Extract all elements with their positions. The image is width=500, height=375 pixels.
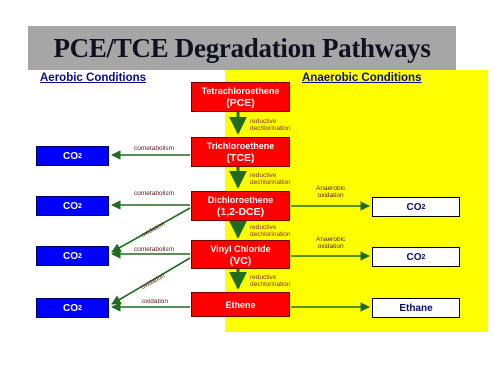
co2-box-tce: CO 2 bbox=[36, 146, 109, 166]
cometabolism-label-1: cometabolism bbox=[134, 145, 175, 152]
co2-box-ethene: CO 2 bbox=[36, 298, 109, 318]
pce-abbrev: (PCE) bbox=[226, 97, 255, 109]
pce-box bbox=[191, 82, 290, 112]
oxidation-label-2: oxidation bbox=[140, 272, 167, 292]
vc-box bbox=[191, 240, 290, 269]
co2-anaerobic-box-1: CO 2 bbox=[372, 197, 460, 217]
tce-abbrev: (TCE) bbox=[226, 152, 255, 164]
oxidation-label-3: oxidation bbox=[142, 298, 169, 305]
co2-box-dce: CO 2 bbox=[36, 196, 109, 216]
pce-name: Tetrachloroethene bbox=[201, 86, 280, 96]
dce-name: Dichloroethene bbox=[207, 195, 274, 205]
aerobic-heading: Aerobic Conditions bbox=[40, 72, 147, 84]
reductive-label-1: reductive dechlorination bbox=[250, 118, 291, 132]
cometabolism-label-3: cometabolism bbox=[134, 246, 175, 253]
ethane-box: Ethane bbox=[372, 298, 460, 318]
page-title: PCE/TCE Degradation Pathways bbox=[53, 32, 431, 63]
tce-name: Trichloroethene bbox=[206, 141, 275, 151]
co2-box-vc: CO 2 bbox=[36, 246, 109, 266]
ethene-box bbox=[191, 292, 290, 317]
reductive-label-4: reductive dechlorination bbox=[250, 274, 291, 288]
anaerobic-oxidation-label-2: Anaerobic oxidation bbox=[316, 236, 346, 250]
cometabolism-label-2: cometabolism bbox=[134, 190, 175, 197]
reductive-label-2: reductive dechlorination bbox=[250, 172, 291, 186]
co2-anaerobic-box-2: CO 2 bbox=[372, 247, 460, 267]
anaerobic-oxidation-label-1: Anaerobic oxidation bbox=[316, 185, 346, 199]
dce-box bbox=[191, 191, 290, 221]
anaerobic-heading: Anaerobic Conditions bbox=[302, 72, 422, 84]
ethene-name: Ethene bbox=[225, 299, 256, 310]
dce-abbrev: (1,2-DCE) bbox=[216, 206, 265, 218]
tce-box bbox=[191, 137, 290, 167]
reductive-label-3: reductive dechlorination bbox=[250, 224, 291, 238]
vc-name: Vinyl Chloride bbox=[210, 243, 271, 254]
vc-abbrev: (VC) bbox=[229, 254, 252, 267]
oxidation-label-1: oxidation bbox=[140, 220, 167, 240]
